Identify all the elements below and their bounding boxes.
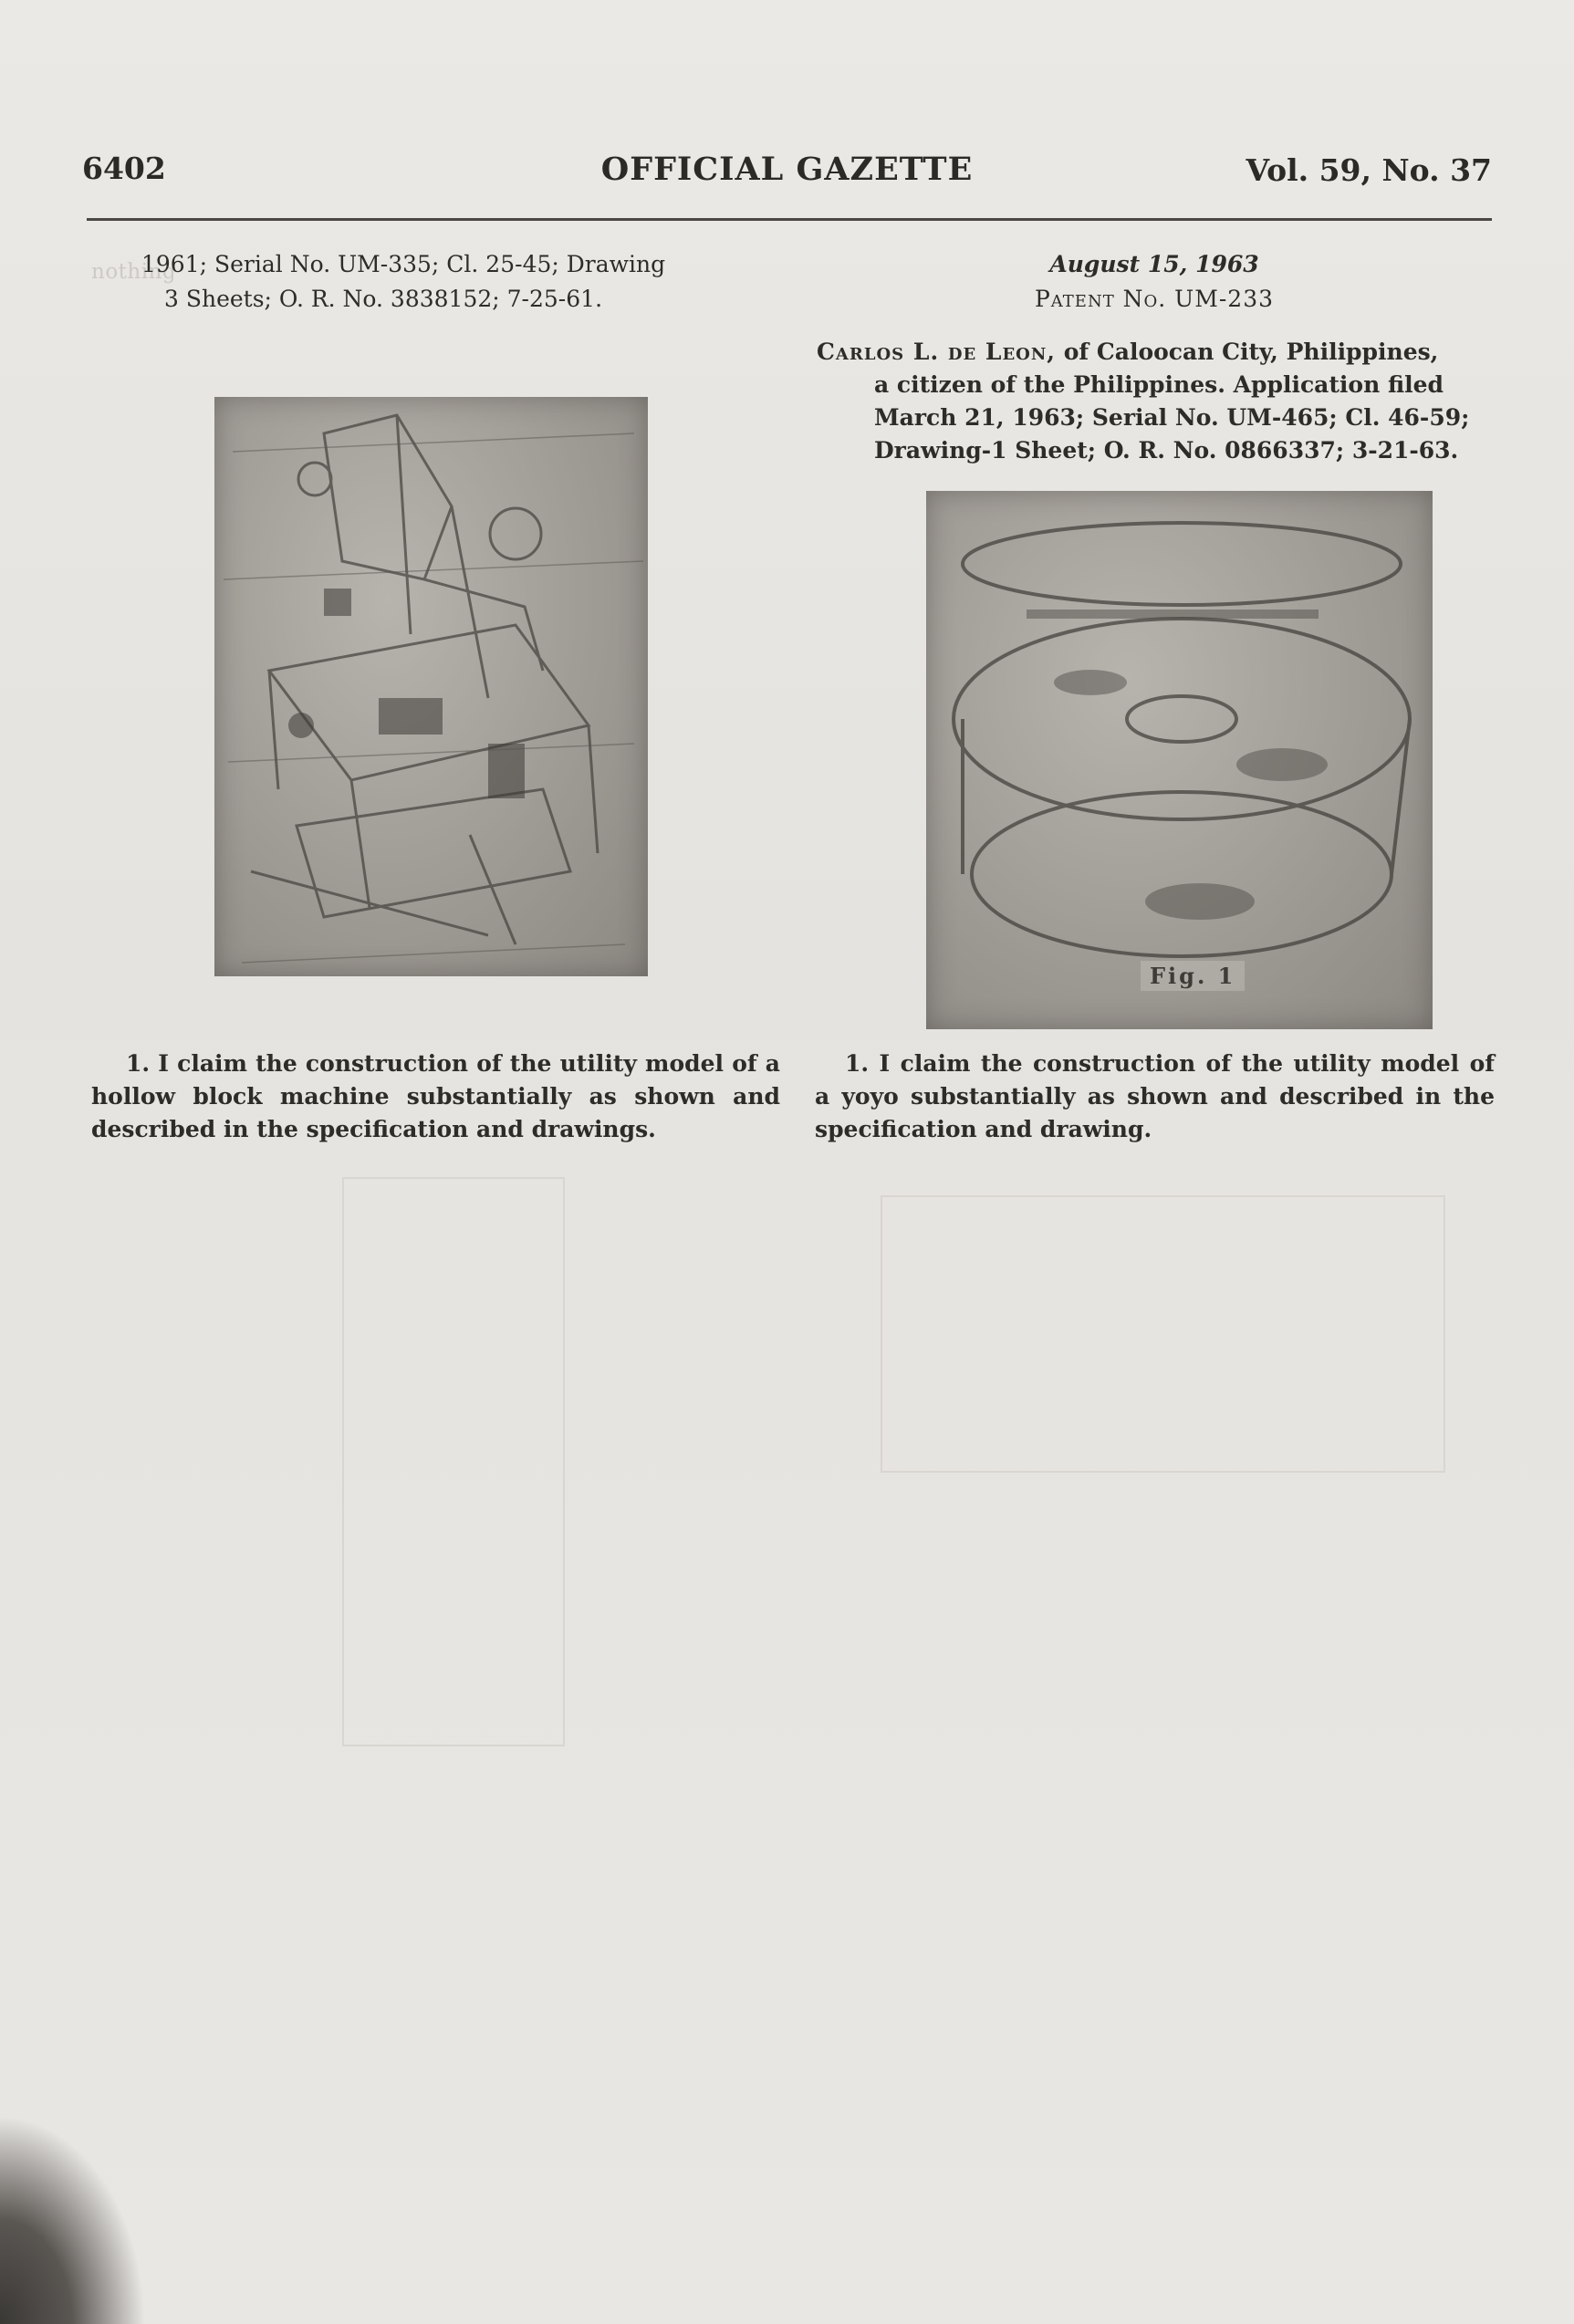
volume-number: Vol. 59, No. 37 bbox=[1246, 152, 1492, 188]
applicant-name: Carlos L. de Leon, bbox=[817, 339, 1057, 365]
scan-shadow bbox=[0, 2114, 146, 2324]
applicant-line-2: a citizen of the Philippines. Application filed bbox=[874, 371, 1444, 398]
yoyo-drawing bbox=[926, 491, 1433, 1029]
figure-label: Fig. 1 bbox=[1141, 961, 1245, 991]
bleed-through-frame-left bbox=[342, 1177, 565, 1746]
bleed-through-frame-right bbox=[881, 1195, 1445, 1473]
applicant-location: of Caloocan City, Philippines, bbox=[1063, 339, 1439, 365]
left-claim: 1. I claim the construction of the utility model of a hollow block machine substantially as shown and described in the specification and drawings. bbox=[91, 1050, 780, 1142]
bleed-through-lines-left bbox=[91, 1825, 803, 1892]
applicant-line-3: March 21, 1963; Serial No. UM-465; Cl. 46-59; bbox=[874, 404, 1470, 431]
applicant-line-1 bbox=[817, 336, 1496, 369]
left-intro-line-2: 3 Sheets; O. R. No. 3838152; 7-25-61. bbox=[164, 286, 603, 312]
right-claim: 1. I claim the construction of the utility model of a yoyo substantially as shown and described in the specification and drawing. bbox=[815, 1050, 1495, 1142]
page-header bbox=[82, 151, 1492, 196]
machine-sketch-icon bbox=[214, 397, 648, 976]
patent-date: August 15, 1963 bbox=[1049, 251, 1259, 277]
bleed-through-top-left: nothing bbox=[91, 260, 177, 284]
yoyo-sketch-icon bbox=[926, 491, 1433, 1029]
patent-number: Patent No. UM-233 bbox=[1034, 286, 1275, 312]
bleed-through-lines-right bbox=[821, 1506, 1496, 1539]
hollow-block-machine-drawing bbox=[214, 397, 648, 976]
header-rule bbox=[87, 218, 1492, 221]
page-number: 6402 bbox=[82, 151, 166, 186]
left-intro-line-1: 1961; Serial No. UM-335; Cl. 25-45; Drawing bbox=[141, 251, 666, 277]
publication-title: OFFICIAL GAZETTE bbox=[600, 151, 974, 188]
applicant-line-4: Drawing-1 Sheet; O. R. No. 0866337; 3-21-63. bbox=[874, 437, 1459, 464]
